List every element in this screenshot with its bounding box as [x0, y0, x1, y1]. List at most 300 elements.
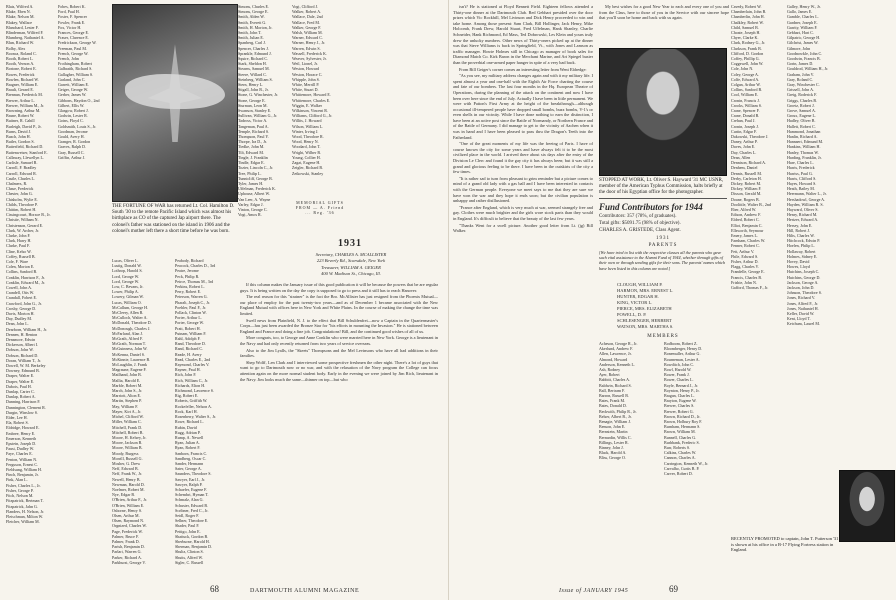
donor-name: Sander, Hermann [175, 460, 204, 466]
body-paragraph: Also to the Jim Lyalls, the "Skeets" Thompsons and the Mel Levinsons who have all had additions in their families. [240, 347, 438, 359]
donor-name: Blumberg, Nathaniel A. [6, 35, 45, 41]
donor-name: Densmore, Edwin [6, 337, 36, 342]
donor-name: Weaver, Sylvester, Jr. [292, 56, 327, 62]
donor-name: Wright, Wilber B. [292, 149, 322, 155]
member-name: Griggs, Charles B. [787, 97, 818, 103]
body-paragraph: isn't? He is stationed at Floyd Bennett Field. Eighteen fellows attended a Thirty-one dinner at the Dartmouth Club. Red Gebhart presided over the door prizes which Vic Rockhill, Mel Livinson and Dick Henry proceeded to win and take home. Among those present: Sam Clark, Bill Hollinger, Jack Henry, Mike Holcomb, Frank Drew, Harold Stuart, Fred Uffelman, Hank Shanley, Charlie Schneider, Hank Richmond, Ed Mass, Ted Dobrowski, Les Klein and yours truly drew the unlucky numbers. Other news of Thirty-oners picked up at the dinner was that Steve Williams is back in Springfield, Vt., with Jones and Lamson as traffic manager. Howie Holmes still in Chicago as manager of book sales for Diamond Match Co. Kirk Baron in the Merchant Marine, and Art Spiegel busier than the proverbial one-armed paper hanger in spite of a very bad back. [453, 4, 593, 65]
donor-name: Fieldsung, William H. [6, 467, 42, 473]
page-number-left: 68 [210, 584, 219, 594]
body-paragraph: My best wishes for a good New Year to each and every one of you and from the Class, here to those of you in the Service with our sincere hope that you'll soon be home and back with us again. [599, 4, 729, 21]
donor-name: Busch, John H. [6, 134, 31, 140]
donor-name: Moore, H. Kelsey, Jr. [112, 434, 147, 440]
member-name: Hayden, William R. S. [787, 201, 824, 207]
donor-name: Conklin, Edward M., Jr. [6, 279, 46, 285]
member-name: Hovey, David [787, 258, 810, 264]
donor-name: Freeman, Paul M. [58, 45, 87, 51]
donor-name: Smith, Alden W. [238, 14, 265, 20]
member-name: Gray, Winchester C. [787, 82, 820, 88]
member-name: Denhem, Daniel [731, 165, 758, 171]
donor-name: Brennan, Frederick M. [6, 92, 43, 98]
donor-name: Poehler, Paul F., Jr. [175, 304, 207, 310]
donor-name: May, William F. [112, 403, 139, 409]
members-heading: MEMBERS [647, 334, 679, 339]
member-name: Anderson, Kenneth L. [599, 361, 635, 367]
donor-name: Blakey, Wallace [6, 19, 33, 25]
donor-name: Blais, Wilfred A. [6, 4, 34, 9]
body-paragraph: Swell news from Plainfield, N. J. to the effect that Bill Schuldenfrei—now a Captain in the Quartermaster's Corps—has just been awarded the Bronze Star for "his efforts in mounting the Invasion." He is stationed between England and France and doing a fine job. Congratulations! Bill, and the continued good wishes of all of us. [240, 317, 438, 334]
donor-name: Vogt, Clifford J. [292, 4, 319, 9]
donor-name: Wilkinson, Vincent R. [292, 108, 328, 114]
member-name: Chyer, Clarke K. [731, 35, 759, 41]
member-name: Child, Samuel B. [731, 24, 759, 30]
members-col-a [599, 341, 663, 461]
donor-name: Carroll, Edward R. [6, 170, 37, 176]
member-name: Cavedy, Robert W. [731, 4, 762, 9]
donor-name: Willits, J. Howard [292, 118, 322, 124]
member-name: Gilchrist, James W. [787, 40, 819, 46]
donor-name: Sandberg, Oscar C. [175, 455, 207, 461]
donor-name: Mosher, G. Drew [112, 460, 141, 466]
donor-name: McCulloch, Walter A. [112, 315, 148, 321]
body-paragraph: The real reason for this "strainer" is the fact the Bro. McAllister has just resigned from the Phoenix Mutual—our place of employ for the past twenty-two years—and as of December 1 became associated with the New England Mutual with offices here in New York and White Plains. In the course of making the change the time was limited. [240, 294, 438, 316]
member-name: Clarkson, Frank B. [731, 45, 762, 51]
secretary: Secretary, CHARLES A. MCALLISTER [315, 252, 387, 257]
donor-name: Schmalz, Alan G. [175, 497, 204, 503]
donor-name: Fobes, Robert K. [58, 4, 86, 9]
donor-name: Squire, Richard C. [238, 56, 269, 62]
donor-name: Stone, G. Winchester, Jr. [238, 92, 278, 98]
donor-name: Chase, Frederick [6, 186, 34, 192]
donor-name: Fraser, Clarence E. [58, 35, 89, 41]
member-name: Gorin, James D. [787, 61, 814, 67]
member-name: Eber, Alfred W. [731, 206, 757, 212]
member-name: Galley, Henry W., Jr. [787, 4, 821, 9]
donor-name: Smith, Julian E. [238, 35, 264, 41]
donor-name: Gray, Russell C. [58, 149, 85, 155]
donor-name: Clark, W. Archer, Jr. [6, 227, 40, 233]
donor-name: Rugg, Adrian P. [175, 429, 201, 435]
donor-name: Peabody, Richard [175, 258, 204, 263]
parent-name: KING, VICTOR L. [617, 300, 653, 305]
member-name: Benson, John E. [599, 424, 626, 430]
donor-name: Dowell, W. M. Berkeley [6, 363, 46, 369]
donor-name: Christie, Wilham N. [6, 217, 39, 223]
member-name: Billings, Lester R. [599, 439, 629, 445]
donor-name: Martin, Stephen P. [112, 398, 142, 404]
donor-name: Browning, Arthur M. [6, 108, 41, 114]
body-paragraph: "It is rather sad to turn from pleasant to grim reminder but a picture comes to mind of a grand old lady with a gas ball and I have been interested in contacts with the German people. Everyone we meet says to me that they are sure we have won the war and they hope it ends soon; but the civilian population is unhappy and rather disillusioned. [453, 175, 593, 204]
hayward-caption: STOPPED AT WORK, Lt. Oliver S. Hayward '31 MC USNR, member of the American Typhus Commission, halts briefly at the door of his Egyptian office for the photographer. [599, 178, 724, 196]
member-name: Eldred, Robert C. [731, 217, 760, 223]
donor-name: Butterfield, Richard D. [6, 144, 44, 150]
member-name: Day, Charles L. [731, 149, 757, 155]
donor-name: Colen, Morton E. [6, 264, 35, 270]
putterson-caption: RECENTLY PROMOTED to captain, John T. Putterson '31 is shown at his office in a B-17 Flying Fortress station in England. [731, 536, 839, 553]
member-name: Chalkley, Robert W. [731, 19, 764, 25]
member-name: Black, Harold A. [599, 450, 627, 456]
donor-name: Scribner, Fred C., Jr. [175, 507, 209, 513]
donor-name: Stark, Sheldon H. [238, 61, 267, 67]
donor-name: Tingle, J. Franklin [238, 154, 268, 160]
member-name: Burhbank, Frederic S. [664, 439, 700, 445]
member-name: Brown, Richard D., Jr. [664, 413, 701, 419]
member-name: Boynton, Henry P., Jr. [664, 387, 700, 393]
donor-name: Chisholm, Wylie E. [6, 196, 38, 202]
donor-name: Blun, Richard W. [6, 40, 35, 46]
donor-name: Magraune, Eugene F. [112, 367, 147, 373]
donor-name: Shattuck, Gordon B. [175, 533, 209, 539]
members-col-c [731, 4, 785, 290]
donor-name: Sanborn, Francis C. [175, 450, 208, 456]
member-name: Jackson, John D. [787, 284, 815, 290]
donor-name: Elder, Lee H. [6, 415, 28, 421]
donor-name: Stone, George E. [238, 97, 266, 103]
member-name: Harris, Clifford S. [787, 175, 817, 181]
donor-name: Parish, Benjamin D. [112, 544, 145, 550]
donor-name: Walsh, William M. [292, 30, 323, 36]
donor-name: McFarland, Alan J. [112, 330, 144, 336]
donor-name: Foster, F. Spencer [58, 14, 87, 20]
donor-name: Wiggin, E. Walker [292, 102, 322, 108]
member-name: Greig, Roderick F. [787, 92, 818, 98]
donor-name: Zetkowski, Stanley [292, 170, 324, 176]
donor-name: Weston, Howard [292, 66, 320, 72]
donor-list-mid-b [175, 258, 237, 565]
donor-name: French, John [58, 56, 79, 62]
donor-name: Vogt, Amos R. [238, 212, 262, 218]
member-name: Gafford, Thomas F., Jr. [731, 284, 769, 290]
treasurer: Treasurer, WILLIAM A. GEIGER [321, 265, 381, 270]
donor-name: Draper, Walter E. [6, 378, 35, 384]
donor-name: Dunning, Harrison F. [6, 399, 41, 405]
member-name: Frandelle, George E. [731, 269, 765, 275]
member-name: Baldwin, Richard S. [599, 382, 632, 388]
member-name: Ball, Bertram F. [599, 387, 625, 393]
donor-name: Neff, Frank W., Jr. [112, 471, 142, 477]
donor-name: Fox, Victor H. [58, 24, 82, 30]
donor-name: Parlari, Warren G. [112, 549, 142, 555]
donor-name: Warner, Henry J., Jr. [292, 40, 326, 46]
member-name: Gouldrod, William H., Jr. [787, 66, 829, 72]
member-name: Bloomberger, Henry D. [664, 346, 703, 352]
donor-list-mid-a [112, 258, 174, 565]
parent-name: POWELL, D. P. [617, 312, 647, 317]
donor-name: Ferguson, Ernest C. [6, 461, 39, 467]
fund-heading: Fund Contributors for 1944 [599, 202, 703, 212]
donor-name: Walker, Robert A. [292, 9, 322, 15]
member-name: Hertzer, Edward A. [787, 217, 819, 223]
memorial-note: MEMORIAL GIFTS FROM — A. Friend ... Reg. '36 [295, 200, 345, 215]
donor-name: Crawford, John G., Jr. [6, 300, 42, 306]
class-column-continued [453, 4, 593, 570]
donor-name: Peatre, Jerome [175, 268, 199, 274]
member-name: Harding, Franklin, Jr. [787, 154, 822, 160]
donor-name: Doran, William T., Jr. [6, 357, 42, 363]
donor-name: Bowes, Frederick [6, 71, 35, 77]
member-name: Dean, Allen [731, 154, 751, 160]
donor-name: Osborne, Henry S. [112, 507, 143, 513]
donor-name: Gibbons, Haydon O., 2nd [58, 97, 100, 103]
putterson-photo [839, 470, 895, 542]
donor-name: Shultz, Clinton S. [175, 549, 204, 555]
donor-name: Whipple, John S. [292, 76, 320, 82]
parent-name: HUNTER, EDGAR H. [617, 294, 659, 299]
donor-name: Smith, Everett G. [238, 19, 267, 25]
donor-name: Richmond, Lawrence S. [175, 388, 215, 394]
member-name: Fisher, Arthur D. [731, 258, 759, 264]
member-name: Heath, Bailey M. [787, 186, 815, 192]
donor-name: Carlisle, Samuel R. [6, 160, 38, 166]
member-name: Fenner, Robert C. [731, 243, 760, 249]
donor-name: Christenson, Gerard E. [6, 222, 44, 228]
donor-name: Dobson, John W. [6, 347, 34, 353]
donor-name: Dickerson, Albert I. [6, 342, 39, 348]
member-name: Cool, William E. [731, 92, 759, 98]
parent-name: WATSON, MRS. MARTHA S. [617, 324, 674, 329]
donor-name: Butler, Gordon S. [6, 139, 35, 145]
donor-name: Sawyer, Ralph P. [175, 481, 203, 487]
donor-name: Lord, George W. [112, 278, 140, 284]
donor-name: Fleischman, Milton W. [6, 513, 44, 519]
donor-name: Mitchell, Frank D. [112, 424, 143, 430]
member-name: Bourneman, Lester A. [664, 356, 700, 362]
donor-name: Sturman, Leon M. [238, 102, 268, 108]
member-name: Ketchum, Laurel M. [787, 321, 821, 327]
member-name: Hallett, Robert C. [787, 123, 816, 129]
donor-name: Moody, Burgess [112, 450, 139, 456]
member-name: Groux, Eugene L. [787, 113, 816, 119]
donor-name: Rig, Robert E. [175, 393, 199, 399]
member-name: Acheson, George R., Jr. [599, 341, 638, 346]
body-paragraph: "As you see, my military address changes again and with it my military life. I spent almost a year and one-half with the Eighth Air Force charting the course and fate of our bombers. The last four months in the Hq. European Theatre of Operations, during the planning of the attack on the continent and now I have been over here since the end of July. Actually I have been in little permanent. We were with Patton's First Army at the height of the breakthrough—although occasional ill-tempered people have dropped small bombs, buzz bombs, V-1's or even shells in our vicinity. While I have done nothing to earn the distinction, I have been at an active post since the Battle of Normandy, or Northern France and of the Battle of Germany. I did manage to get to the vicinity of Aachen when it was in hand and I have been pleased to pass thru the Dragon's Teeth into the Fatherland. [453, 73, 593, 140]
donor-name: Reade, H. Avery [175, 351, 202, 357]
donor-name: Weston, Horace C. [292, 71, 323, 77]
donor-name: Temple, Richard S. [238, 128, 270, 134]
donor-name: Castle, Charles L. [6, 175, 36, 181]
parents-list [617, 282, 727, 330]
donor-name: Lucas, William O. [112, 299, 142, 305]
member-name: Crane, Spencer F. [731, 108, 760, 114]
donor-name: Buitner, R. Cahill [6, 118, 35, 124]
fund-agent: CHARLES A. GRISTEDE, Class Agent. [599, 228, 681, 233]
donor-name: Fenton, William N. [6, 456, 38, 462]
parent-name: SCHLESENGER, HERBERT [617, 318, 672, 323]
member-name: Crooks, William S. [731, 102, 763, 108]
donor-name: Burns, David J. [6, 128, 32, 134]
donor-name: Spencer, Charles J. [238, 45, 269, 51]
member-name: Dickey, Robert M. [731, 180, 762, 186]
donor-name: Marriott, Alton E. [112, 393, 142, 399]
member-name: Edison, Andrew F. [731, 212, 762, 218]
member-name: Jackson, George A. [787, 279, 819, 285]
fund-year: 1931 [656, 236, 670, 241]
donor-name: Clark, Harry H. [6, 238, 32, 244]
donor-name: McKenna, Daniel S. [112, 351, 146, 357]
donor-name: Perkins, Robert L. [175, 284, 205, 290]
donor-name: Galbraith, Richard S. [58, 66, 93, 72]
donor-name: Winter, Irving J. [292, 128, 319, 134]
member-name: Hammond, Jonathan [787, 128, 821, 134]
donor-name: Cowell, John A. [6, 284, 33, 290]
donor-name: Stern, Henry L. [238, 82, 264, 88]
donor-name: Peck, Philip R. [175, 273, 200, 279]
donor-name: Warren, Edwin S. [292, 45, 321, 51]
donor-name: Dean, John L. [6, 321, 29, 327]
donor-name: White, Stuart D. [292, 87, 319, 93]
donor-name: Spanberg, Carl J. [238, 40, 266, 46]
new-year-wishes [599, 4, 729, 44]
member-name: Hutchins, Joseph C. [787, 269, 820, 275]
member-name: Hadley, Oliver B. [787, 118, 816, 124]
donor-name: Vinton, George C. [238, 206, 268, 212]
donor-name: Lower, Philip A. [112, 289, 139, 295]
donor-name: Brewer, William M., Jr. [6, 102, 45, 108]
member-name: Hilts, Charles W. [787, 232, 815, 238]
donor-name: Uffelman, Frederick K. [238, 186, 276, 192]
donor-name: Zagat, Eugene H. [292, 160, 321, 166]
donor-name: Peacock, Charles D., 3rd [175, 263, 216, 269]
donor-name: Davis, Morton H. [6, 310, 35, 316]
member-name: Emery, James L. [731, 232, 758, 238]
donor-name: Mallia, Harold E. [112, 377, 141, 383]
donor-name: Ela, Robert S. [6, 420, 29, 426]
class-column-body [240, 282, 438, 566]
donor-name: Goodman, Jerome [58, 128, 88, 134]
member-name: Daves, John E. [731, 144, 756, 150]
member-name: Bates, Donald D. [599, 403, 627, 409]
donor-name: Sater, George A. [175, 466, 202, 472]
donor-name: Moore, Jackson B. [112, 440, 143, 446]
donor-name: Conklin, Harrison F., Jr. [6, 274, 45, 280]
donor-name: Callaway, Llewellyn L. [6, 154, 44, 160]
member-name: Hoelen, Philip L. [787, 243, 815, 249]
member-name: Bowditch, John C. [664, 361, 695, 367]
donor-name: Van Leer, A. Wayne [238, 196, 271, 202]
member-name: Daney, Arthur P. [731, 139, 758, 145]
donor-list-col1 [6, 4, 58, 524]
member-name: Keller, David W. [787, 310, 815, 316]
member-name: Cronin, Joseph J. [731, 123, 759, 129]
donor-name: White, Merrill P. [292, 82, 320, 88]
donor-name: Wilson, William L. [292, 123, 324, 129]
donor-name: Pollack, Clinton W. [175, 310, 207, 316]
donor-name: Coffey, Russell B. [6, 253, 36, 259]
donor-name: Fisher, Charles L., Jr. [6, 482, 41, 488]
page-number-right: 69 [669, 584, 678, 594]
donor-name: Bragner, William E. [6, 82, 39, 88]
member-name: Heermann, Walter L., Jr. [787, 191, 827, 197]
donor-name: Young, Collier H. [292, 154, 321, 160]
member-name: Binney, John J. [599, 445, 624, 451]
donor-name: Fisher, George P. [6, 487, 34, 493]
member-name: Cannon, Charles A. [664, 455, 696, 461]
donor-name: Wallace, Fred M. [292, 19, 320, 25]
donor-name: Neff, Edward B. [112, 466, 139, 472]
right-page [448, 0, 896, 600]
donor-name: Sherman, Benjamin D. [175, 544, 213, 550]
donor-name: Finch, Benjamin, Jr. [6, 472, 39, 478]
footer-right: Issue of JANUARY 1945 [559, 588, 629, 594]
donor-name: Buttenweiser, Stanford E. [6, 149, 48, 155]
donor-name: Draper, Walter E. [6, 373, 35, 379]
member-name: Bernardin, Willis C. [599, 434, 632, 440]
member-name: Benagie, William J. [599, 419, 631, 425]
member-name: Clark, Rodney G., Jr. [731, 40, 766, 46]
parent-name: HARMON, MRS. ERNEST L. [617, 288, 674, 293]
donor-name: Fowler, Frank E. [58, 19, 86, 25]
member-name: Garrity, William F. [787, 24, 818, 30]
member-name: Akerlund, Andrew F. [599, 346, 634, 352]
donor-name: Tozier, Lincoln C., Jr. [238, 165, 274, 171]
donor-name: Nye, Edgar B. [112, 492, 136, 498]
member-name: Hitchcock, Edwin P. [787, 238, 821, 244]
member-name: Boyle, Bernard J., Jr. [664, 382, 699, 388]
member-name: Hare, Charles L. [787, 160, 814, 166]
member-name: Gallo, James E. [787, 9, 813, 15]
donor-name: Stearns, Samuel M. [238, 66, 270, 72]
donor-name: McGrath, Norman T. [112, 341, 146, 347]
donor-name: Putnam, William F. [175, 330, 207, 336]
donor-name: Burleigh, David P., Jr. [6, 123, 42, 129]
donor-name: McGuinness, John W. [112, 346, 148, 352]
member-name: Gardner, Joseph E. [787, 19, 818, 25]
donor-name: Palmer, Frank D. [112, 538, 140, 544]
donor-name: Collins, Sanford B. [6, 269, 38, 275]
donor-name: Roberts, Griffith W. [175, 398, 208, 404]
member-name: Brewer, Charles S. [664, 403, 695, 409]
member-name: Goodnowkle, John C. [787, 50, 823, 56]
member-name: Bates, Frank M. [599, 398, 626, 404]
donor-name: Rayner, Paul H. [175, 367, 201, 373]
member-name: Jones, Alfred F., Jr. [787, 300, 819, 306]
donor-name: Rich, William C., Jr. [175, 377, 209, 383]
member-name: Coggswell, John W. [731, 61, 764, 67]
members-col-d [787, 4, 841, 327]
donor-name: Tangeman, Paul A. [238, 123, 269, 129]
donor-name: Bowlen, Richard W. [6, 76, 39, 82]
member-name: Barron, Russell B. [599, 393, 629, 399]
donor-name: Pratt, Robert H. [175, 325, 201, 331]
member-name: Carrington, Kenneth W., Jr. [664, 460, 709, 466]
donor-name: Rahl, Adolph F. [175, 336, 201, 342]
donor-name: Mailhand, John B. [112, 372, 142, 378]
parents-heading: PARENTS [648, 243, 678, 248]
member-name: Farnham, Charles W. [731, 238, 766, 244]
donor-name: Schaefer, Eugene F. [175, 486, 208, 492]
donor-name: Tadross, Victor A. [238, 118, 268, 124]
donor-name: Pharalt, Joseph C., Jr. [175, 299, 211, 305]
donor-name: Clarke, Paul F. [6, 243, 30, 249]
member-name: Ellsworth, Seymour [731, 227, 764, 233]
donor-name: Rosenberry, Walter S., Jr. [175, 414, 217, 420]
donor-name: Rowe, Richard L. [175, 419, 204, 425]
donor-name: Schuster, Edward B. [175, 502, 209, 508]
donor-name: Gallagher, William S. [58, 71, 94, 77]
member-name: Calkins, Charles W. [664, 450, 697, 456]
member-name: Dixson, Gerald M. [731, 191, 762, 197]
donor-name: Low, C. Bevans, Jr. [112, 284, 144, 290]
donor-name: McLaughlin, J. Frank [112, 362, 148, 368]
member-name: Hannaert, Edmund M. [787, 139, 824, 145]
donor-name: Fitch, Nelson M. [6, 493, 34, 499]
donor-name: Fitzpatrick, Bertman T. [6, 498, 44, 504]
fund-total: Total gifts: $5091.75 (98% of objective). [599, 221, 681, 226]
war-photo-caption: THE FORTUNE OF WAR has returned Lt. Col. Hamilton D. South '30 to the remote Pacific Island which was almost his birthplace as CO of the captured Jap airport there. The colonel's father was stationed on the island in 1906 and the colonel's mother left there a short time before he was born. [112, 204, 235, 234]
member-name: Cronin, Francis J. [731, 97, 760, 103]
donor-name: Saunders, Theodore S. [175, 471, 212, 477]
donor-name: Epstein, Joseph D. [6, 441, 37, 447]
donor-name: Chalmers, R. [6, 180, 28, 186]
